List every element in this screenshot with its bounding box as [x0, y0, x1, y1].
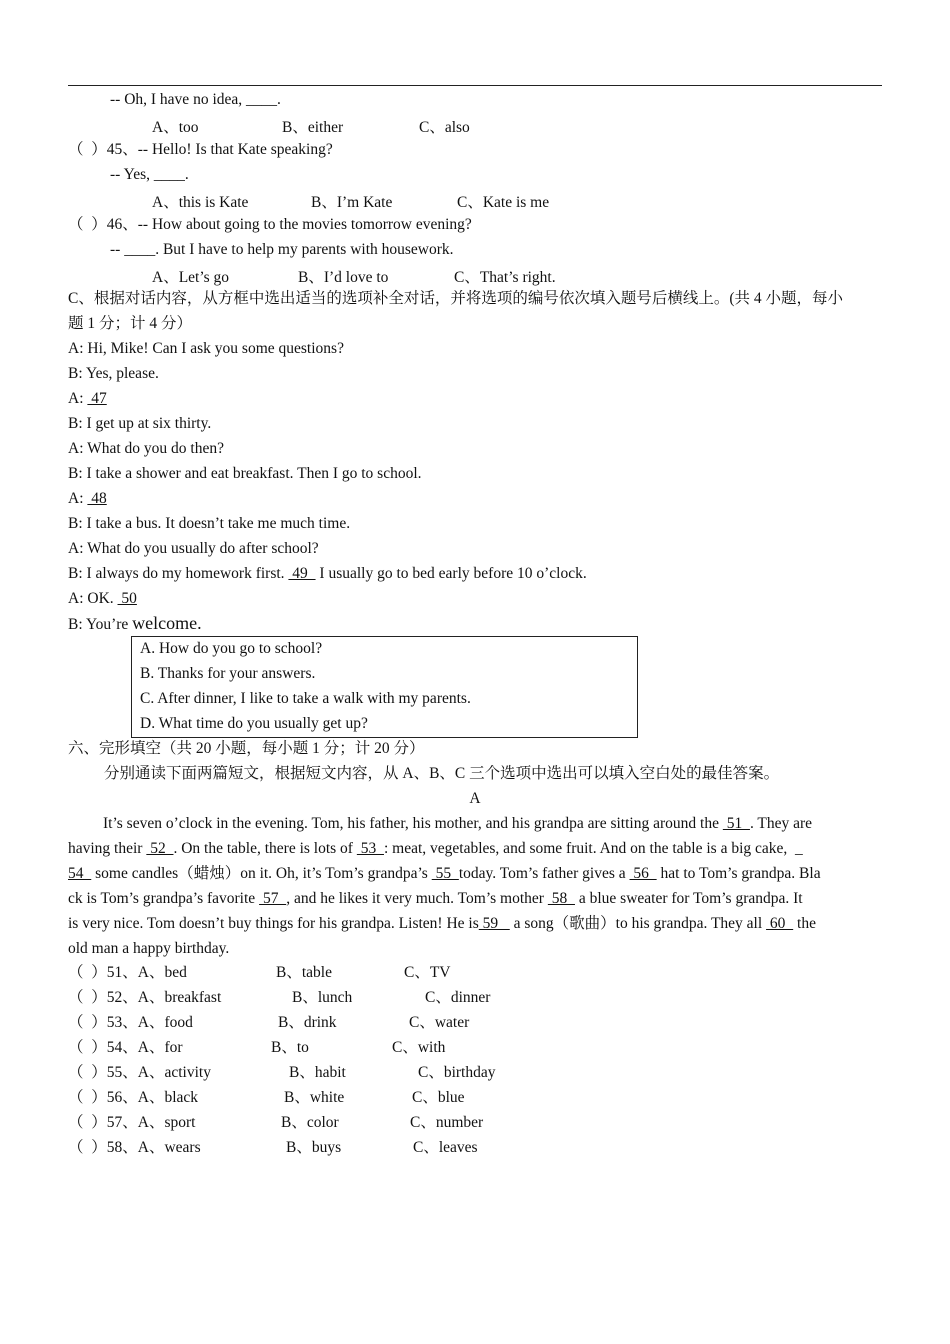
q46-option-c: C、That’s right.	[454, 269, 556, 286]
dialogue-line: B: Yes, please.	[68, 365, 159, 382]
q44-option-c: C、also	[419, 119, 470, 136]
question-row: （ ）55、A、activity	[68, 1064, 211, 1081]
dialogue-line: A: 47	[68, 390, 107, 407]
question-option-b: B、to	[271, 1039, 309, 1056]
q45-reply: -- Yes, ____.	[110, 166, 189, 183]
dialogue-line: A: What do you do then?	[68, 440, 224, 457]
blank-53: 53	[356, 840, 384, 857]
q45-option-a: A、this is Kate	[152, 194, 249, 211]
question-option-b: B、habit	[289, 1064, 346, 1081]
passage-line: 54 some candles（蜡烛）on it. Oh, it’s Tom’s grandpa’s 55 today. Tom’s father gives a 56 hat to Tom’s grandpa. Bla	[68, 865, 821, 882]
question-option-c: C、leaves	[413, 1139, 478, 1156]
q46-stem: （ ）46、-- How about going to the movies tomorrow evening?	[68, 216, 472, 233]
blank-58: 58	[547, 890, 575, 907]
dialogue-line: A: 48	[68, 490, 107, 507]
dialogue-line: A: OK. 50	[68, 590, 137, 607]
q44-option-b: B、either	[282, 119, 344, 136]
dialogue-line: A: Hi, Mike! Can I ask you some questions?	[68, 340, 344, 357]
blank-59: 59	[478, 915, 510, 932]
q44-option-a: A、too	[152, 119, 199, 136]
q46-option-a: A、Let’s go	[152, 269, 230, 286]
q45-stem: （ ）45、-- Hello! Is that Kate speaking?	[68, 141, 333, 158]
q46-option-b: B、I’d love to	[298, 269, 389, 286]
q45-option-c: C、Kate is me	[457, 194, 550, 211]
dialogue-line: B: You’re welcome.	[68, 613, 202, 633]
q45-option-b: B、I’m Kate	[311, 194, 393, 211]
question-row: （ ）56、A、black	[68, 1089, 199, 1106]
blank-56: 56	[629, 865, 657, 882]
section-instruction: 分别通读下面两篇短文，根据短文内容，从 A、B、C 三个选项中选出可以填入空白处的最佳答案。	[104, 765, 780, 782]
question-option-c: C、with	[392, 1039, 446, 1056]
question-option-b: B、drink	[278, 1014, 337, 1031]
blank-49: 49	[288, 565, 316, 582]
passage-line: having their 52 . On the table, there is lots of 53 : meat, vegetables, and some fruit. And on the table is a big cake, _	[68, 840, 803, 857]
blank-48: 48	[87, 490, 107, 507]
question-row: （ ）53、A、food	[68, 1014, 193, 1031]
question-option-b: B、lunch	[292, 989, 353, 1006]
q46-reply: -- ____. But I have to help my parents with housework.	[110, 241, 454, 258]
box-option-c: C. After dinner, I like to take a walk with my parents.	[140, 690, 471, 707]
passage-line: is very nice. Tom doesn’t buy things for his grandpa. Listen! He is 59 a song（歌曲）to his grandpa. They all 60 the	[68, 915, 816, 932]
part-c-instruction-cont: 题 1 分；计 4 分）	[68, 315, 193, 332]
question-option-c: C、dinner	[425, 989, 491, 1006]
passage-line: It’s seven o’clock in the evening. Tom, his father, his mother, and his grandpa are sitting around the 51 . They are	[103, 815, 813, 832]
question-option-c: C、birthday	[418, 1064, 496, 1081]
dialogue-line: B: I always do my homework first. 49 I usually go to bed early before 10 o’clock.	[68, 565, 587, 582]
dialogue-line: A: What do you usually do after school?	[68, 540, 319, 557]
box-option-b: B. Thanks for your answers.	[140, 665, 316, 682]
question-row: （ ）57、A、sport	[68, 1114, 196, 1131]
dialogue-line: B: I take a bus. It doesn’t take me much time.	[68, 515, 351, 532]
section-title: 六、完形填空（共 20 小题，每小题 1 分；计 20 分）	[68, 740, 425, 757]
blank-57: 57	[259, 890, 287, 907]
question-row: （ ）52、A、breakfast	[68, 989, 222, 1006]
part-c-instruction: C、根据对话内容，从方框中选出适当的选项补全对话，并将选项的编号依次填入题号后横线上。(共 4 小题，每小	[68, 290, 844, 307]
passage-line: ck is Tom’s grandpa’s favorite 57 , and he likes it very much. Tom’s mother 58 a blue sweater for Tom’s grandpa. It	[68, 890, 803, 907]
question-option-b: B、table	[276, 964, 332, 981]
question-row: （ ）58、A、wears	[68, 1139, 201, 1156]
question-row: （ ）54、A、for	[68, 1039, 183, 1056]
question-option-c: C、blue	[412, 1089, 465, 1106]
question-row: （ ）51、A、bed	[68, 964, 187, 981]
passage-line: old man a happy birthday.	[68, 940, 230, 957]
question-option-c: C、number	[410, 1114, 484, 1131]
blank-54: 54	[68, 865, 92, 882]
blank-52: 52	[146, 840, 174, 857]
header-rule	[68, 85, 882, 86]
question-option-c: C、water	[409, 1014, 470, 1031]
box-option-a: A. How do you go to school?	[140, 640, 323, 657]
q44-reply: -- Oh, I have no idea, ____.	[110, 91, 281, 108]
blank-60: 60	[766, 915, 794, 932]
passage-label: A	[469, 790, 481, 807]
question-option-b: B、buys	[286, 1139, 342, 1156]
blank-55: 55	[431, 865, 459, 882]
blank-51: 51	[722, 815, 750, 832]
blank-47: 47	[87, 390, 107, 407]
question-option-b: B、white	[284, 1089, 345, 1106]
dialogue-line: B: I get up at six thirty.	[68, 415, 212, 432]
question-option-c: C、TV	[404, 964, 451, 981]
box-option-d: D. What time do you usually get up?	[140, 715, 368, 732]
question-option-b: B、color	[281, 1114, 339, 1131]
dialogue-line: B: I take a shower and eat breakfast. Then I go to school.	[68, 465, 422, 482]
blank-50: 50	[117, 590, 137, 607]
